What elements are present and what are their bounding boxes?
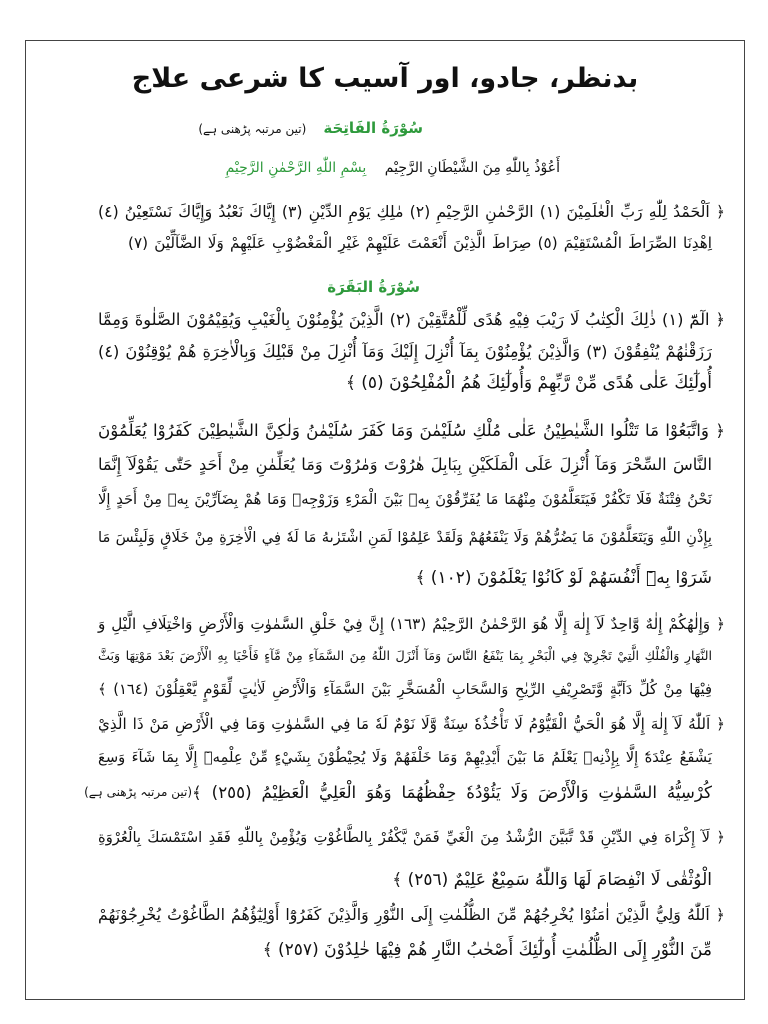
page-title: بدنظر، جادو، اور آسیب کا شرعی علاج: [131, 63, 639, 94]
ayat-al-kursi-line: يَشْفَعُ عِنْدَهٗٓ إِلَّا بِإِذْنِهٖ يَعْلَمُ مَا بَيْنَ أَيْدِيْهِمْ وَمَا خَلْفَهُمْ وَلَا يُحِيْطُوْنَ بِشَيْءٍ مِّنْ عِلْمِهٖٓ إِلَّا بِمَا شَآءَ وَسِعَ: [98, 749, 712, 766]
baqarah-heading-row: [327, 275, 420, 299]
fatiha-recitation-note: (تین مرتبہ پڑھنی ہے): [198, 122, 307, 136]
bismillah: بِسْمِ اللّٰهِ الرَّحْمٰنِ الرَّحِيْمِ: [225, 160, 367, 176]
baqarah-257-line: مِّنَ النُّوْرِ إِلَى الظُّلُمٰتِ أُولٰٓئِكَ أَصْحٰبُ النَّارِ هُمْ فِيْهَا خٰلِدُوْنَ (٢٥٧) ﴾: [262, 940, 712, 960]
baqarah-1-5-line: رَزَقْنٰهُمْ يُنْفِقُوْنَ (٣) وَالَّذِيْنَ يُؤْمِنُوْنَ بِمَآ أُنْزِلَ إِلَيْكَ وَمَآ أُنْزِلَ مِنْ قَبْلِكَ وَبِالْاٰخِرَةِ هُمْ يُوْقِنُوْنَ (٤): [98, 342, 712, 361]
baqarah-256-line: الْوُثْقٰى لَا انْفِصَامَ لَهَا وَاللّٰهُ سَمِيْعٌ عَلِيْمٌ (٢٥٦) ﴾: [392, 870, 712, 890]
baqarah-102-line: بِإِذْنِ اللّٰهِ وَيَتَعَلَّمُوْنَ مَا يَضُرُّهُمْ وَلَا يَنْفَعُهُمْ وَلَقَدْ عَلِمُوْا لَمَنِ اشْتَرٰىهُ مَا لَهٗ فِي الْاٰخِرَةِ مِنْ خَلَاقٍ وَلَبِئْسَ مَا: [98, 529, 712, 546]
baqarah-102-line: ﴿ وَاتَّبَعُوْا مَا تَتْلُوا الشَّيٰطِيْنُ عَلٰى مُلْكِ سُلَيْمٰنَ وَمَا كَفَرَ سُلَيْمٰنُ وَلٰكِنَّ الشَّيٰطِيْنَ كَفَرُوْا يُعَلِّمُوْنَ: [98, 420, 725, 440]
baqarah-102-line: نَحْنُ فِتْنَةٌ فَلَا تَكْفُرْ فَيَتَعَلَّمُوْنَ مِنْهُمَا مَا يُفَرِّقُوْنَ بِهٖ بَيْنَ الْمَرْءِ وَزَوْجِهٖ وَمَا هُمْ بِضَآرِّيْنَ بِهٖ مِنْ أَحَدٍ إِلَّا: [98, 491, 712, 508]
baqarah-256-line: ﴿ لَآ إِكْرَاهَ فِي الدِّيْنِ قَدْ تَّبَيَّنَ الرُّشْدُ مِنَ الْغَيِّ فَمَنْ يَّكْفُرْ بِالطَّاغُوْتِ وَيُؤْمِنْ بِاللّٰهِ فَقَدِ اسْتَمْسَكَ بِالْعُرْوَةِ: [98, 829, 725, 846]
fatiha-heading: سُوْرَةُ الفَاتِحَة: [323, 119, 423, 137]
ayat-al-kursi-recitation-note: (تین مرتبہ پڑھنی ہے): [84, 785, 192, 799]
baqarah-257-line: ﴿ اَللّٰهُ وَلِيُّ الَّذِيْنَ اٰمَنُوْا يُخْرِجُهُمْ مِّنَ الظُّلُمٰتِ إِلَى النُّوْرِ وَالَّذِيْنَ كَفَرُوْٓا أَوْلِيٰٓؤُهُمُ الطَّاغُوْتُ يُخْرِجُوْنَهُمْ: [98, 905, 725, 924]
baqarah-1-5-line: ﴿ الٓمّٓ (١) ذٰلِكَ الْكِتٰبُ لَا رَيْبَ فِيْهِ هُدًى لِّلْمُتَّقِيْنَ (٢) الَّذِيْنَ يُؤْمِنُوْنَ بِالْغَيْبِ وَيُقِيْمُوْنَ الصَّلٰوةَ وَمِمَّا: [98, 310, 725, 329]
baqarah-163-164-line: ﴿ وَإِلٰهُكُمْ إِلٰهٌ وَّاحِدٌ لَآ إِلٰهَ إِلَّا هُوَ الرَّحْمٰنُ الرَّحِيْمُ (١٦٣) إِنَّ فِيْ خَلْقِ السَّمٰوٰتِ وَالْأَرْضِ وَاخْتِلَافِ الَّيْلِ وَ: [98, 615, 725, 633]
baqarah-163-164-line: فِيْهَا مِنْ كُلِّ دَآبَّةٍ وَّتَصْرِيْفِ الرِّيٰحِ وَالسَّحَابِ الْمُسَخَّرِ بَيْنَ السَّمَآءِ وَالْأَرْضِ لَاٰيٰتٍ لِّقَوْمٍ يَّعْقِلُوْنَ (١٦٤) ﴾: [98, 681, 712, 698]
baqarah-heading: سُوْرَةُ البَقَرَة: [327, 278, 420, 296]
fatiha-verse-line: ﴿ اَلْحَمْدُ لِلّٰهِ رَبِّ الْعٰلَمِيْنَ (١) الرَّحْمٰنِ الرَّحِيْمِ (٢) مٰلِكِ يَوْمِ الدِّيْنِ (٣) إِيَّاكَ نَعْبُدُ وَإِيَّاكَ نَسْتَعِيْنُ (٤): [98, 202, 726, 221]
baqarah-102-line: شَرَوْا بِهٖٓ أَنْفُسَهُمْ لَوْ كَانُوْا يَعْلَمُوْنَ (١٠٢) ﴾: [415, 568, 712, 588]
fatiha-heading-row: [198, 116, 423, 140]
baqarah-102-line: النَّاسَ السِّحْرَ وَمَآ أُنْزِلَ عَلَى الْمَلَكَيْنِ بِبَابِلَ هٰرُوْتَ وَمٰرُوْتَ وَمَا يُعَلِّمٰنِ مِنْ أَحَدٍ حَتّٰى يَقُوْلَآ إِنَّمَا: [98, 455, 712, 474]
page-border: [25, 40, 745, 1000]
ayat-al-kursi-line: ﴿ اَللّٰهُ لَآ إِلٰهَ إِلَّا هُوَ الْحَيُّ الْقَيُّوْمُ لَا تَأْخُذُهٗ سِنَةٌ وَّلَا نَوْمٌ لَهٗ مَا فِي السَّمٰوٰتِ وَمَا فِي الْأَرْضِ مَنْ ذَا الَّذِيْ: [98, 715, 725, 733]
fatiha-verse-line: اِهْدِنَا الصِّرَاطَ الْمُسْتَقِيْمَ (٥) صِرَاطَ الَّذِيْنَ أَنْعَمْتَ عَلَيْهِمْ غَيْرِ الْمَغْضُوْبِ عَلَيْهِمْ وَلَا الضَّآلِّيْنَ (٧): [128, 234, 712, 252]
baqarah-163-164-line: النَّهَارِ وَالْفُلْكِ الَّتِيْ تَجْرِيْ فِي الْبَحْرِ بِمَا يَنْفَعُ النَّاسَ وَمَآ أَنْزَلَ اللّٰهُ مِنَ السَّمَآءِ مِنْ مَّآءٍ فَأَحْيَا بِهِ الْأَرْضَ بَعْدَ مَوْتِهَا وَبَثَّ: [98, 648, 712, 663]
taawwudh: أَعُوْذُ بِاللّٰهِ مِنَ الشَّيْطَانِ الرَّجِيْم: [384, 160, 560, 176]
ayat-al-kursi-line: كُرْسِيُّهُ السَّمٰوٰتِ وَالْأَرْضَ وَلَا يَئُوْدُهٗ حِفْظُهُمَا وَهُوَ الْعَلِيُّ الْعَظِيْمُ (٢٥٥) ﴾: [192, 782, 712, 802]
baqarah-1-5-line: أُولٰٓئِكَ عَلٰى هُدًى مِّنْ رَّبِّهِمْ وَأُولٰٓئِكَ هُمُ الْمُفْلِحُوْنَ (٥) ﴾: [345, 373, 712, 393]
taawwudh-bismillah-row: [226, 154, 560, 182]
